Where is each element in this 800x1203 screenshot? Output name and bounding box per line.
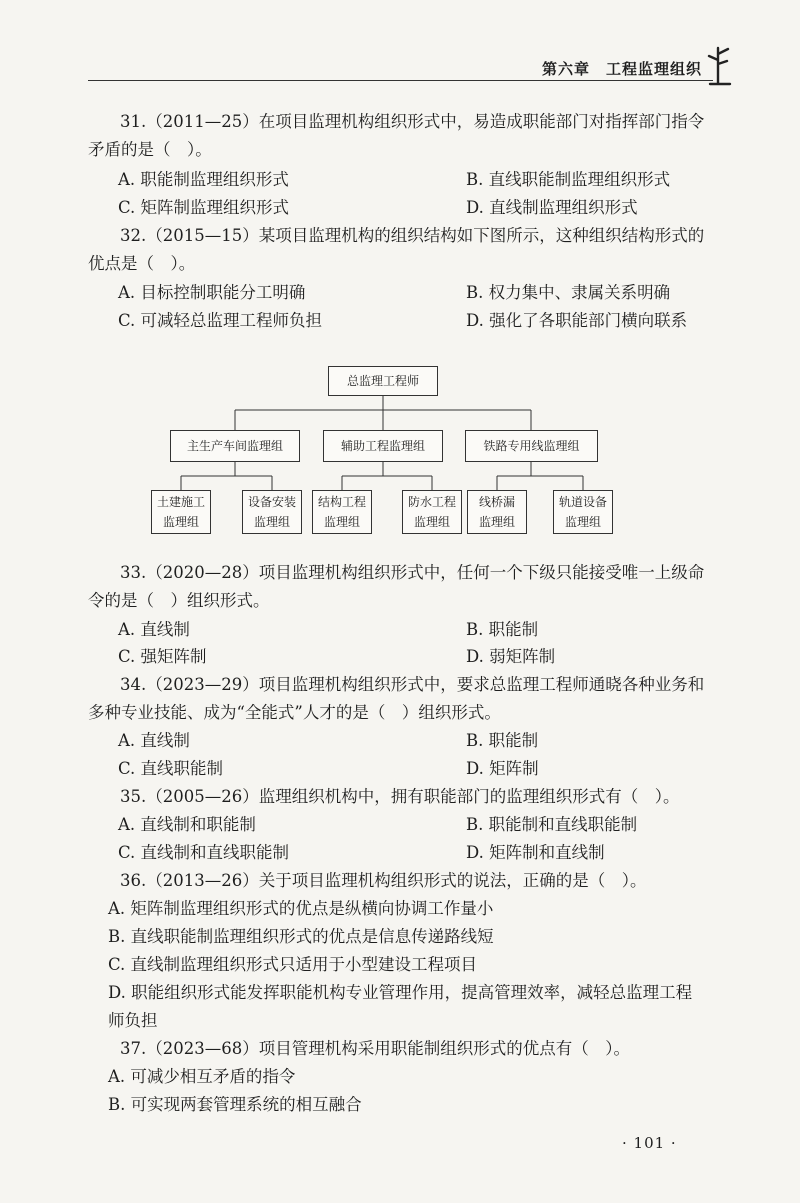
q33-option-a: A. 直线制 bbox=[118, 620, 190, 639]
q31-option-c: C. 矩阵制监理组织形式 bbox=[118, 198, 290, 217]
q34-option-a: A. 直线制 bbox=[118, 731, 190, 750]
org-leaf-node: 土建施工 监理组 bbox=[151, 490, 211, 534]
org-group-node: 主生产车间监理组 bbox=[170, 430, 300, 462]
q34-option-b: B. 职能制 bbox=[466, 731, 539, 750]
q31-option-d: D. 直线制监理组织形式 bbox=[466, 198, 638, 217]
signpost-icon bbox=[706, 44, 732, 86]
q31-option-a: A. 职能制监理组织形式 bbox=[118, 170, 289, 189]
header-rule bbox=[88, 80, 713, 81]
question-34-stem: 34.（2023—29）项目监理机构组织形式中，要求总监理工程师通晓各种业务和多种专业技能、成为“全能式”人才的是（ ）组织形式。 bbox=[88, 675, 705, 722]
q32-option-b: B. 权力集中、隶属关系明确 bbox=[466, 283, 671, 302]
q36-option-c: C. 直线制监理组织形式只适用于小型建设工程项目 bbox=[108, 955, 478, 974]
org-group-node: 铁路专用线监理组 bbox=[465, 430, 598, 462]
question-33-stem: 33.（2020—28）项目监理机构组织形式中，任何一个下级只能接受唯一上级命令的是（ ）组织形式。 bbox=[88, 563, 705, 610]
q37-option-a: A. 可减少相互矛盾的指令 bbox=[108, 1067, 296, 1086]
org-leaf-node: 结构工程 监理组 bbox=[312, 490, 372, 534]
q32-option-c: C. 可减轻总监理工程师负担 bbox=[118, 311, 323, 330]
org-leaf-node: 轨道设备 监理组 bbox=[553, 490, 613, 534]
q36-option-a: A. 矩阵制监理组织形式的优点是纵横向协调工作量小 bbox=[108, 899, 494, 918]
q32-option-a: A. 目标控制职能分工明确 bbox=[118, 283, 306, 302]
org-leaf-node: 线桥漏 监理组 bbox=[467, 490, 527, 534]
q33-option-c: C. 强矩阵制 bbox=[118, 647, 207, 666]
chapter-title: 第六章 工程监理组织 bbox=[541, 60, 702, 78]
q34-option-c: C. 直线职能制 bbox=[118, 759, 224, 778]
question-31-stem: 31.（2011—25）在项目监理机构组织形式中，易造成职能部门对指挥部门指令矛盾的是（ ）。 bbox=[88, 112, 705, 159]
q35-option-c: C. 直线制和直线职能制 bbox=[118, 843, 290, 862]
q33-option-b: B. 职能制 bbox=[466, 620, 539, 639]
question-32-stem: 32.（2015—15）某项目监理机构的组织结构如下图所示，这种组织结构形式的优点是（ ）。 bbox=[88, 226, 705, 273]
q32-option-d: D. 强化了各职能部门横向联系 bbox=[466, 311, 688, 330]
question-35-stem: 35.（2005—26）监理组织机构中，拥有职能部门的监理组织形式有（ ）。 bbox=[120, 787, 680, 806]
q33-option-d: D. 弱矩阵制 bbox=[466, 647, 556, 666]
org-chart bbox=[150, 362, 640, 542]
org-leaf-node: 防水工程 监理组 bbox=[402, 490, 462, 534]
page-number: · 101 · bbox=[622, 1134, 677, 1152]
q35-option-a: A. 直线制和职能制 bbox=[118, 815, 256, 834]
q35-option-d: D. 矩阵制和直线制 bbox=[466, 843, 605, 862]
org-group-node: 辅助工程监理组 bbox=[323, 430, 443, 462]
q36-option-b: B. 直线职能制监理组织形式的优点是信息传递路线短 bbox=[108, 927, 494, 946]
q34-option-d: D. 矩阵制 bbox=[466, 759, 539, 778]
q37-option-b: B. 可实现两套管理系统的相互融合 bbox=[108, 1095, 362, 1114]
question-36-stem: 36.（2013—26）关于项目监理机构组织形式的说法，正确的是（ ）。 bbox=[120, 871, 647, 890]
q36-option-d: D. 职能组织形式能发挥职能机构专业管理作用，提高管理效率，减轻总监理工程师负担 bbox=[108, 983, 693, 1030]
question-37-stem: 37.（2023—68）项目管理机构采用职能制组织形式的优点有（ ）。 bbox=[120, 1039, 630, 1058]
q35-option-b: B. 职能制和直线职能制 bbox=[466, 815, 638, 834]
org-leaf-node: 设备安装 监理组 bbox=[242, 490, 302, 534]
q31-option-b: B. 直线职能制监理组织形式 bbox=[466, 170, 671, 189]
org-root-node: 总监理工程师 bbox=[328, 366, 438, 396]
